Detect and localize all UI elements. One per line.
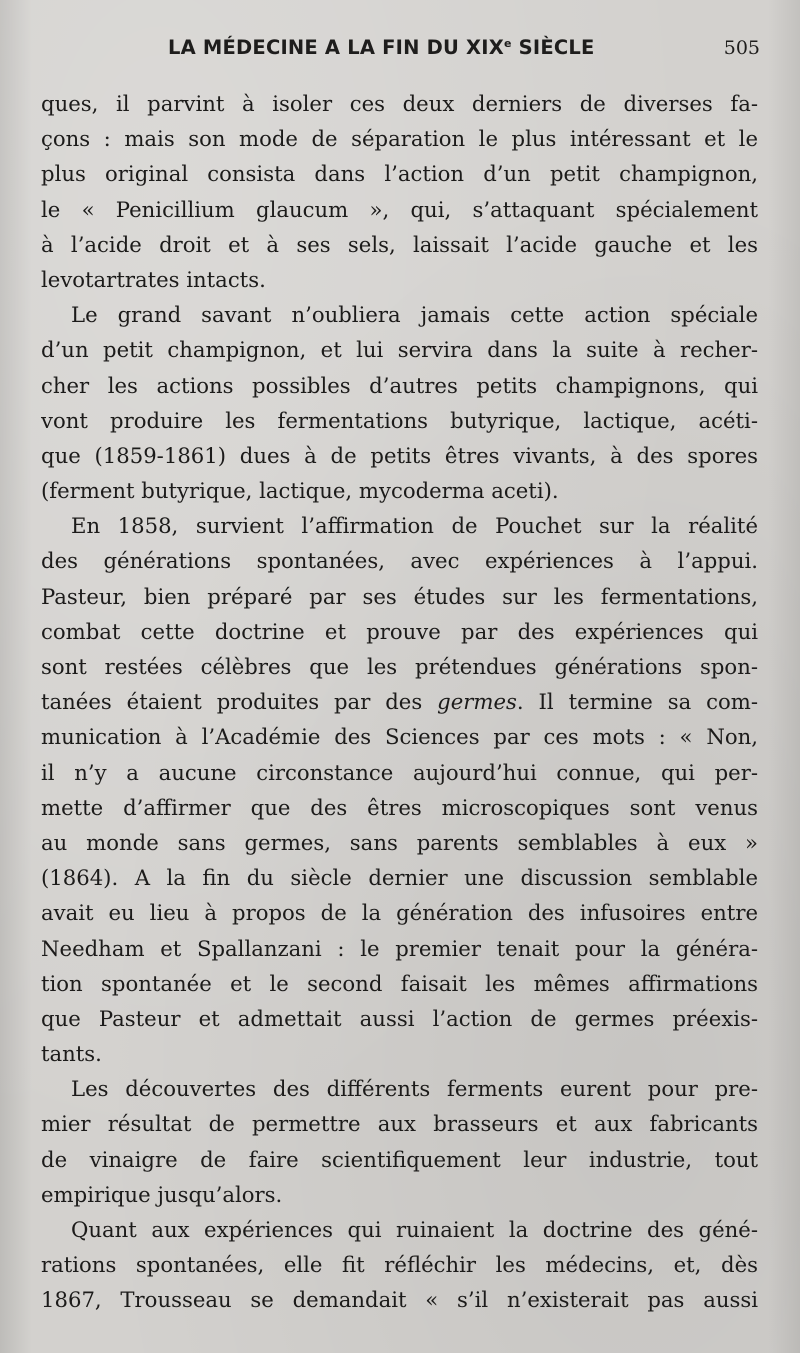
text-line: Quant aux expériences qui ruinaient la doctrine des géné- <box>71 1217 758 1242</box>
text-line: tants. <box>41 1041 102 1067</box>
text-segment: tanées étaient produites par des <box>41 689 438 715</box>
text-line: rations spontanées, elle fit réfléchir les médecins, et, dès <box>41 1252 758 1278</box>
text-line: au monde sans germes, sans parents semblables à eux » <box>41 829 758 855</box>
italic-word: germes <box>437 689 517 715</box>
text-segment: . Il termine sa com- <box>516 689 758 715</box>
text-line: Pasteur, bien préparé par ses études sur les fermentations, <box>41 583 758 609</box>
text-line: il n’y a aucune circonstance aujourd’hui connue, qui per- <box>41 759 758 785</box>
running-title-main: LA MÉDECINE A LA FIN DU XIX <box>168 36 504 59</box>
text-line: munication à l’Académie des Sciences par ces mots : « Non, <box>41 724 758 750</box>
text-line: mier résultat de permettre aux brasseurs et aux fabricants <box>41 1111 758 1137</box>
text-line: levotartrates intacts. <box>41 266 266 292</box>
text-line: ques, il parvint à isoler ces deux derniers de diverses fa- <box>41 91 758 116</box>
body-text <box>41 86 758 1318</box>
text-line: à l’acide droit et à ses sels, laissait l’acide gauche et les <box>41 231 758 257</box>
text-line: tion spontanée et le second faisait les mêmes affirmations <box>41 970 758 996</box>
running-head <box>0 34 800 74</box>
text-line: mette d’affirmer que des êtres microscopiques sont venus <box>41 794 758 820</box>
text-line: des générations spontanées, avec expériences à l’appui. <box>41 548 758 574</box>
text-line: cher les actions possibles d’autres petits champignons, qui <box>41 372 758 398</box>
text-line: que Pasteur et admettait aussi l’action de germes préexis- <box>41 1005 758 1031</box>
text-line: Needham et Spallanzani : le premier tenait pour la généra- <box>41 935 758 961</box>
text-line: Le grand savant n’oubliera jamais cette action spéciale <box>71 302 758 328</box>
running-title <box>168 36 595 59</box>
text-line: que (1859-1861) dues à de petits êtres vivants, à des spores <box>41 442 758 468</box>
text-line: Les découvertes des différents ferments eurent pour pre- <box>71 1076 758 1102</box>
text-line: de vinaigre de faire scientifiquement leur industrie, tout <box>41 1146 758 1172</box>
text-line: avait eu lieu à propos de la génération des infusoires entre <box>41 900 758 926</box>
text-line: plus original consista dans l’action d’un petit champignon, <box>41 161 758 187</box>
page-number: 505 <box>723 37 760 59</box>
text-line: le « Penicillium glaucum », qui, s’attaquant spécialement <box>41 196 758 222</box>
text-line: empirique jusqu’alors. <box>41 1181 283 1207</box>
text-line: 1867, Trousseau se demandait « s’il n’existerait pas aussi <box>41 1287 758 1313</box>
text-line: çons : mais son mode de séparation le plus intéressant et le <box>41 126 758 152</box>
running-title-superscript: e <box>503 37 512 50</box>
running-title-end: SIÈCLE <box>511 36 595 59</box>
text-line: combat cette doctrine et prouve par des expériences qui <box>41 618 758 644</box>
text-line: En 1858, survient l’affirmation de Pouchet sur la réalité <box>71 513 758 539</box>
text-line-with-italic <box>41 684 758 719</box>
text-line: (1864). A la fin du siècle dernier une discussion semblable <box>41 865 758 891</box>
text-line: d’un petit champignon, et lui servira dans la suite à recher- <box>41 337 758 363</box>
text-line: vont produire les fermentations butyrique, lactique, acéti- <box>41 407 758 433</box>
text-line: (ferment butyrique, lactique, mycoderma aceti). <box>41 478 559 504</box>
text-line: sont restées célèbres que les prétendues générations spon- <box>41 654 758 679</box>
